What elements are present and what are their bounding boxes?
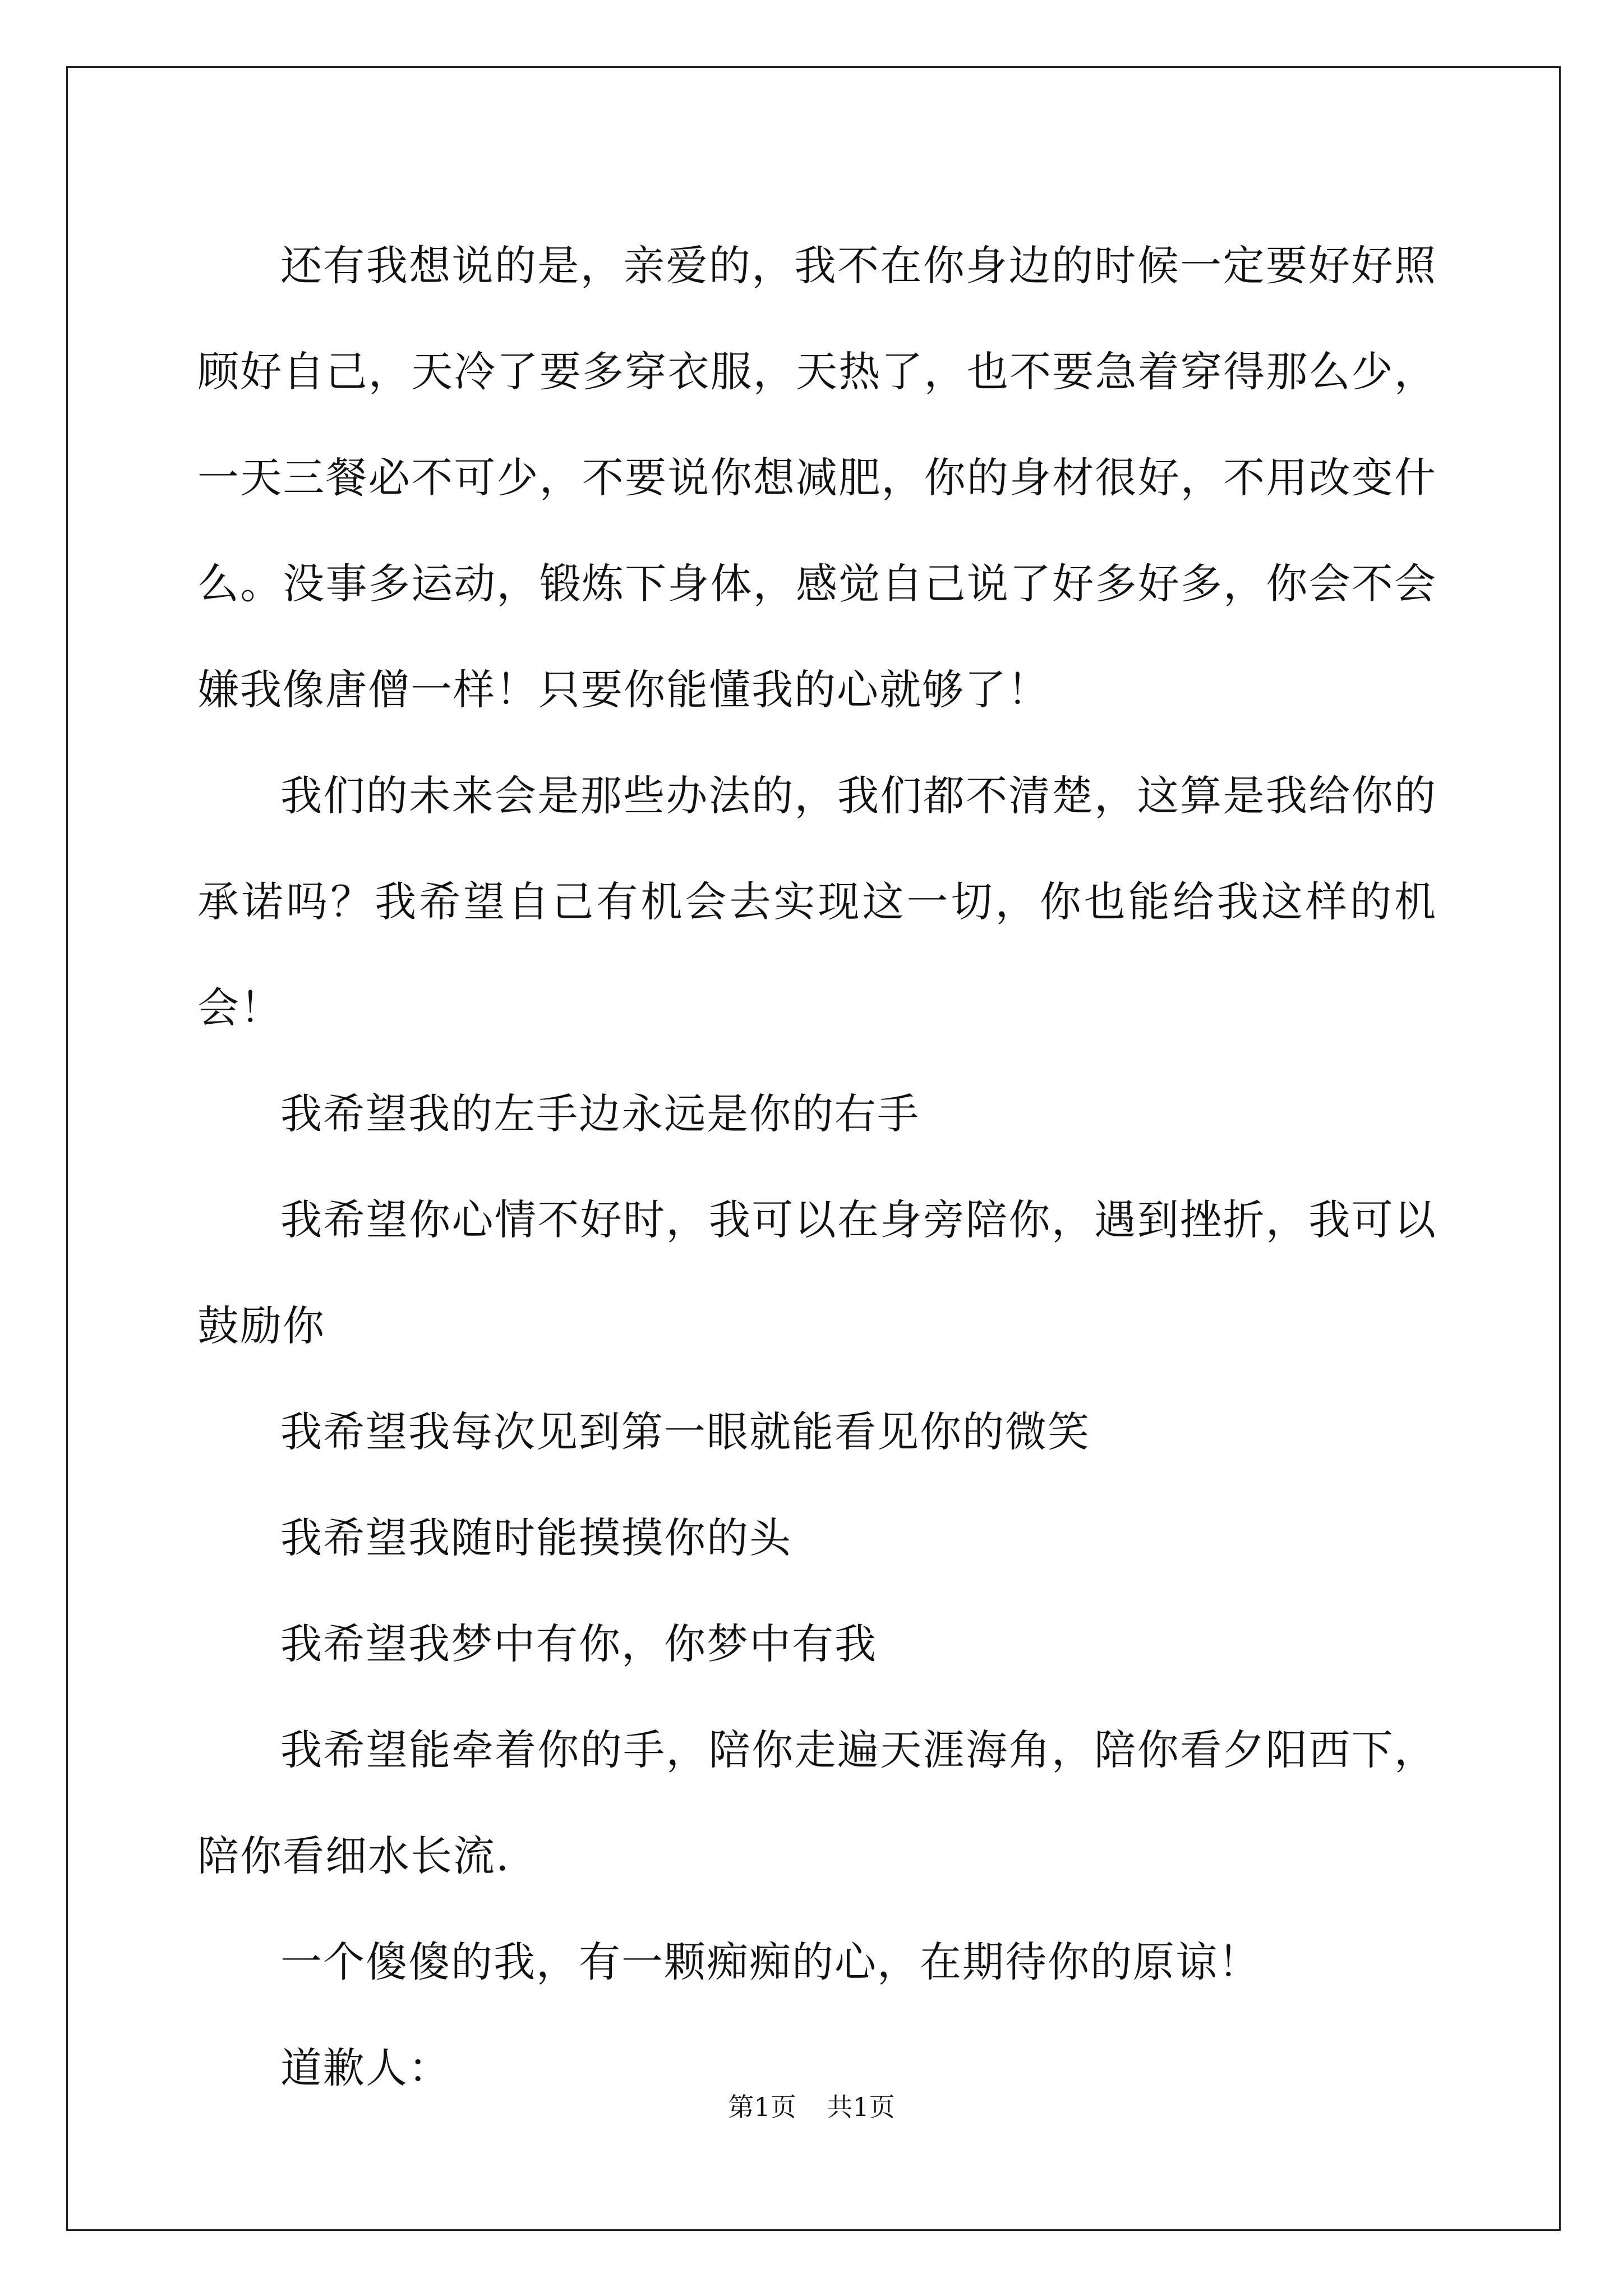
- paragraph-advice: 还有我想说的是，亲爱的，我不在你身边的时候一定要好好照顾好自己，天冷了要多穿衣服，天热了，也不要急着穿得那么少，一天三餐必不可少，不要说你想减肥，你的身材很好，不用改变什么。没事多运动，锻炼下身体，感觉自己说了好多好多，你会不会嫌我像唐僧一样！只要你能懂我的心就够了！: [197, 242, 1437, 714]
- paragraph-future: 我们的未来会是那些办法的，我们都不清楚，这算是我给你的承诺吗？我希望自己有机会去实现这一切，你也能给我这样的机会！: [197, 772, 1437, 1032]
- document-body: [197, 213, 1437, 2122]
- paragraph-wish-dream: 我希望我梦中有你，你梦中有我: [280, 1620, 877, 1668]
- paragraph-forgiveness: 一个傻傻的我，有一颗痴痴的心，在期待你的原谅！: [280, 1938, 1261, 1986]
- paragraph-wish-hand: 我希望能牵着你的手，陪你走遍天涯海角，陪你看夕阳西下，陪你看细水长流.: [197, 1726, 1437, 1880]
- paragraph-wish-left-hand: 我希望我的左手边永远是你的右手: [280, 1090, 920, 1138]
- paragraph-wish-head: 我希望我随时能摸摸你的头: [280, 1514, 792, 1562]
- page-footer: [0, 2087, 1623, 2124]
- paragraph-wish-comfort: 我希望你心情不好时，我可以在身旁陪你，遇到挫折，我可以鼓励你: [197, 1196, 1437, 1350]
- paragraph-signature: 道歉人：: [280, 2044, 451, 2092]
- paragraph-wish-smile: 我希望我每次见到第一眼就能看见你的微笑: [280, 1408, 1090, 1456]
- page-number: 第1页: [728, 2092, 796, 2122]
- page-total: 共1页: [827, 2092, 895, 2122]
